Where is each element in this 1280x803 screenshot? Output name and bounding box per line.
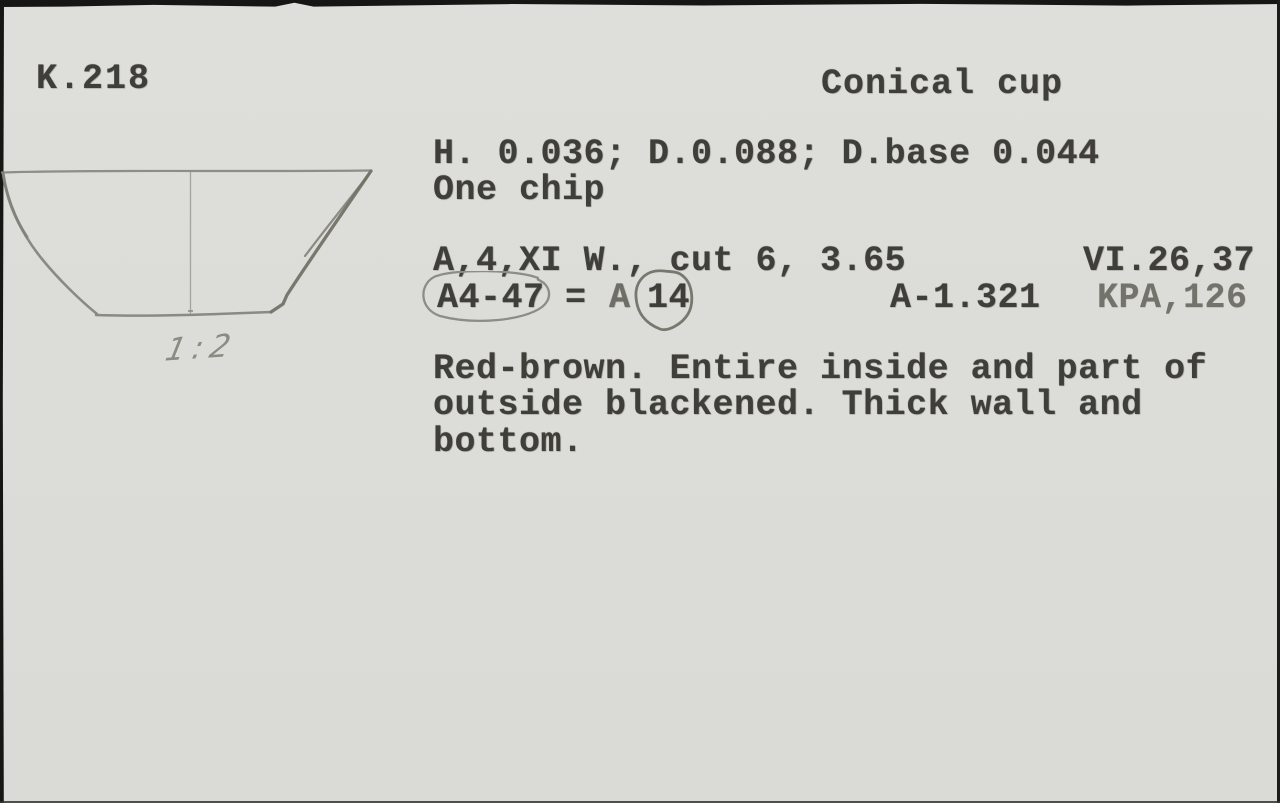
description-line-3: bottom.	[433, 422, 584, 462]
reference-inventory: A-1.321	[890, 278, 1041, 318]
card-title: Conical cup	[821, 64, 1064, 104]
reference-kpa: KPA,126	[1097, 278, 1248, 318]
inventory-number: 14	[647, 278, 691, 318]
series-letter: A	[609, 278, 631, 318]
context-findspot: A,4,XI W., cut 6, 3.65	[433, 241, 907, 281]
sketch-scale-label: 1:2	[162, 327, 241, 369]
context-plate-ref: VI.26,37	[1083, 241, 1256, 281]
scan-edge-top	[0, 0, 1280, 7]
equals-sign: =	[565, 278, 587, 318]
lot-number: A4-47	[437, 278, 545, 318]
description-line-2: outside blackened. Thick wall and	[433, 385, 1143, 425]
scan-edge-left	[0, 0, 4, 803]
measurements-line: H. 0.036; D.0.088; D.base 0.044	[433, 134, 1100, 174]
description-line-1: Red-brown. Entire inside and part of	[433, 349, 1208, 389]
catalog-number: K.218	[36, 59, 152, 99]
condition-line: One chip	[433, 170, 606, 210]
